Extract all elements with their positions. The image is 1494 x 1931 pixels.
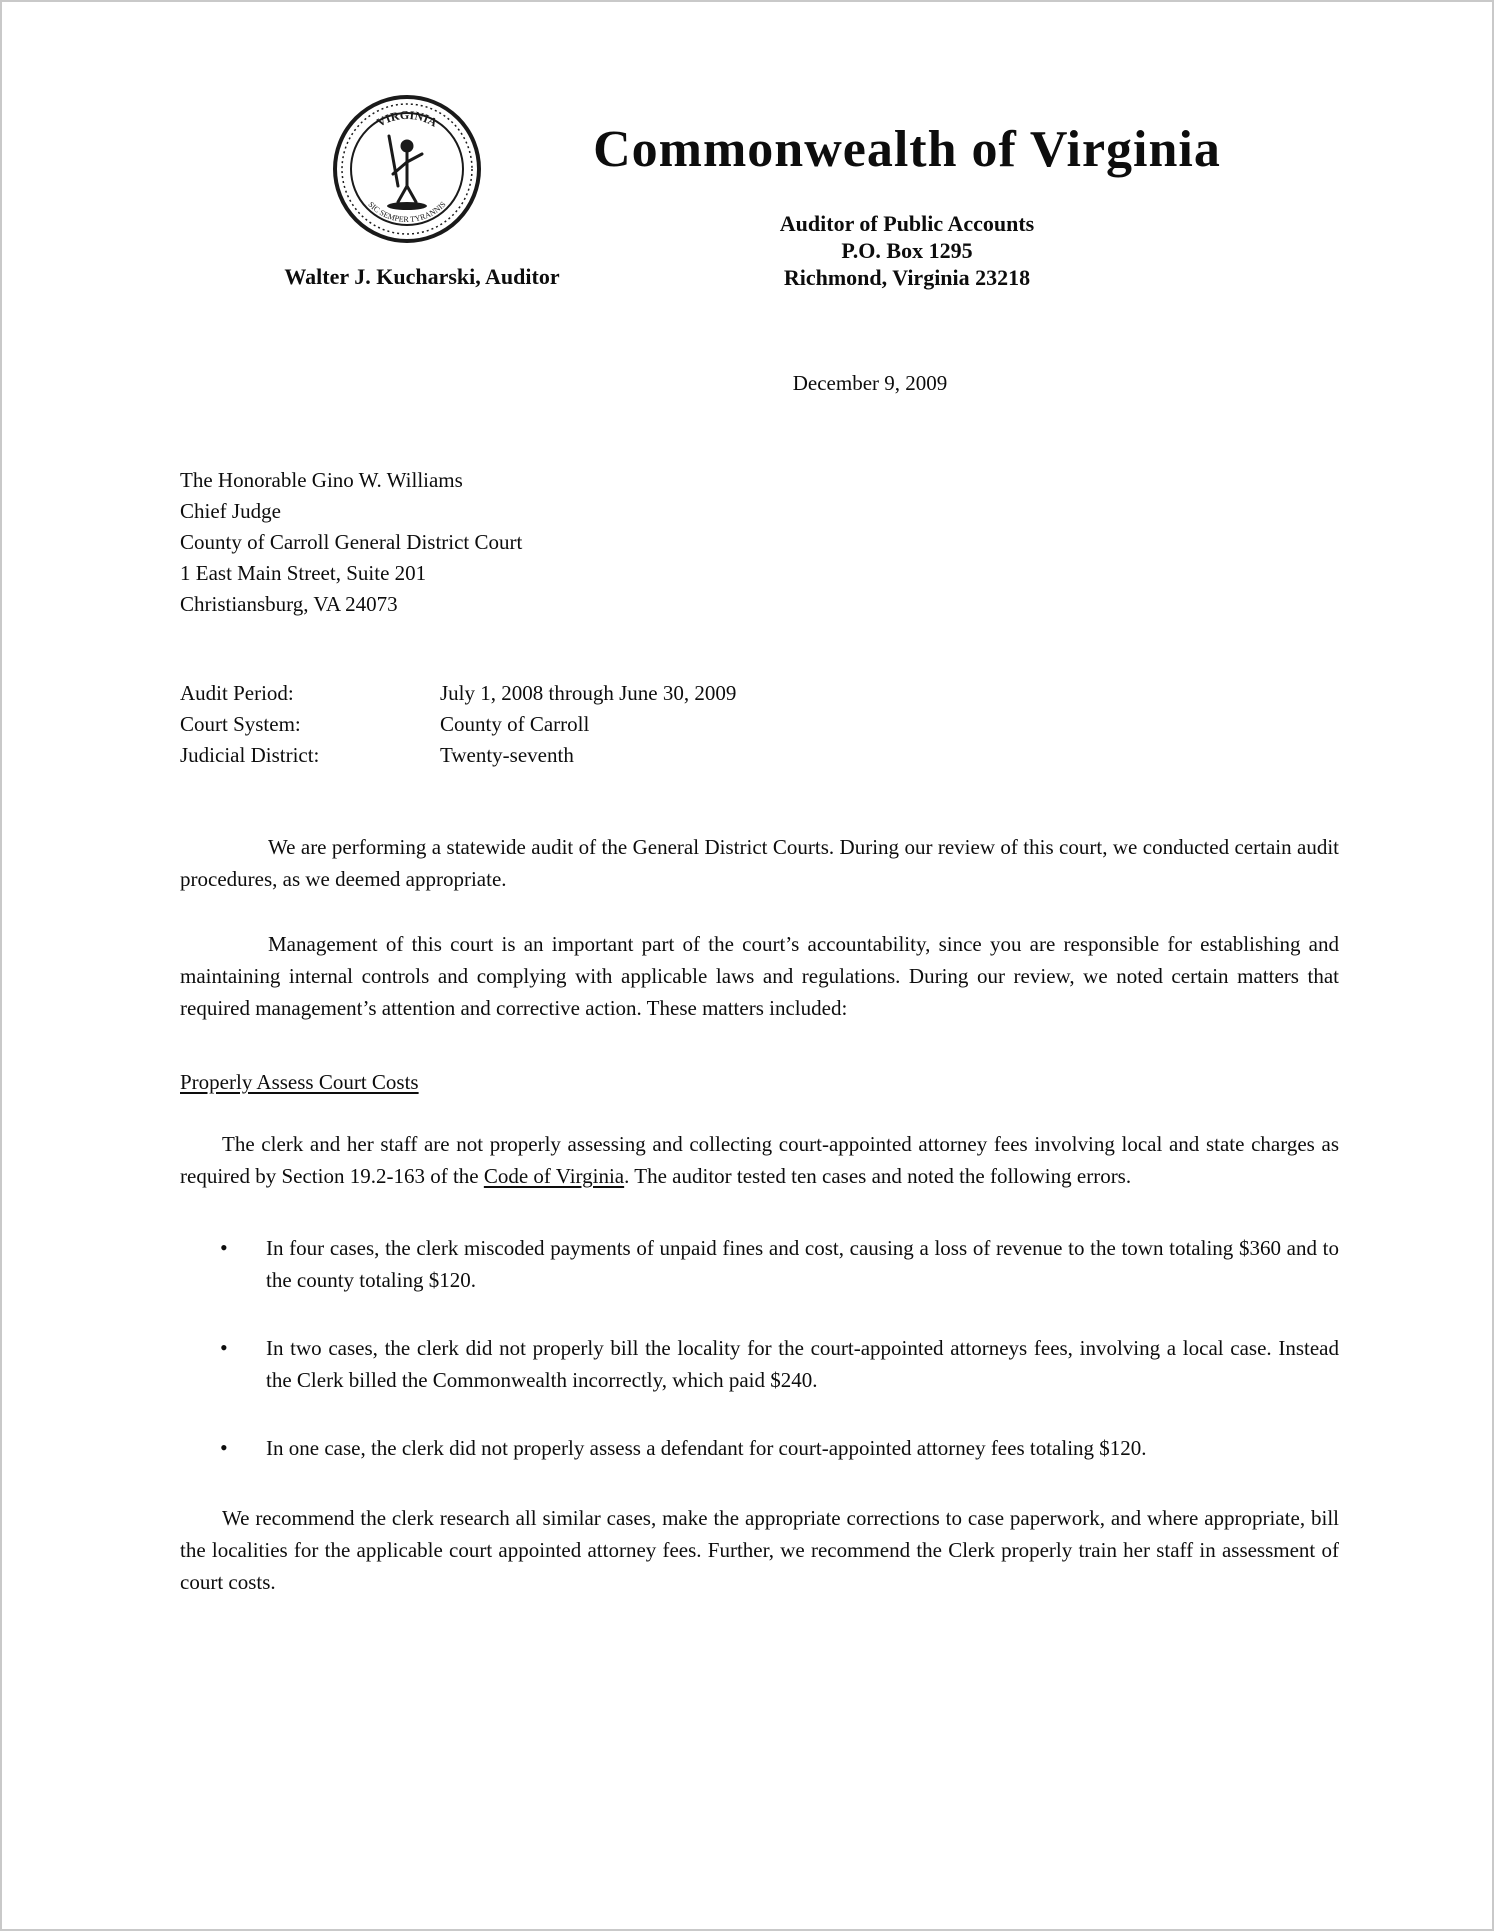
recipient-line: 1 East Main Street, Suite 201 xyxy=(180,561,427,585)
finding-bullet-item: • In one case, the clerk did not properly assess a defendant for court-appointed attorney fees totaling $120. xyxy=(220,1432,1339,1464)
audit-info-value: County of Carroll xyxy=(440,712,590,736)
finding-bullet-item: • In two cases, the clerk did not properly bill the locality for the court-appointed attorneys fees, involving a local case. Instead the Clerk billed the Commonwealth incorrectly, which paid $240. xyxy=(220,1332,1339,1396)
findings-list xyxy=(220,1232,1339,1464)
agency-po-box: P.O. Box 1295 xyxy=(841,238,973,263)
audit-info-row xyxy=(180,678,1339,709)
letterhead xyxy=(2,2,1492,317)
audit-info-row xyxy=(180,740,1339,771)
paragraph-opening: We are performing a statewide audit of the General District Courts. During our review of this court, we conducted certain audit procedures, as we deemed appropriate. xyxy=(180,835,1339,891)
audit-info-label: Audit Period: xyxy=(180,681,294,705)
recipient-line: Chief Judge xyxy=(180,499,281,523)
code-of-virginia-reference: Code of Virginia xyxy=(483,1164,625,1188)
paragraph-management: Management of this court is an important part of the court’s accountability, since you are responsible for establishing and maintaining internal controls and complying with applicable laws and regulations. During our review, we noted certain matters that required management’s attention and corrective action. These matters included: xyxy=(180,932,1339,1020)
virginia-state-seal-icon xyxy=(332,94,482,244)
agency-address-block xyxy=(557,210,1257,291)
finding-text-part2: . The auditor tested ten cases and noted the following errors. xyxy=(624,1164,1132,1188)
paragraph-finding xyxy=(180,1128,1339,1192)
letter-date: December 9, 2009 xyxy=(792,371,948,395)
section-heading: Properly Assess Court Costs xyxy=(180,1070,419,1094)
recipient-line: County of Carroll General District Court xyxy=(180,530,523,554)
recipient-line: The Honorable Gino W. Williams xyxy=(180,468,463,492)
auditor-name: Walter J. Kucharski, Auditor xyxy=(284,264,560,289)
paragraph-recommendation: We recommend the clerk research all similar cases, make the appropriate corrections to case paperwork, and where appropriate, bill the localities for the applicable court appointed attorney fees. Further, we recommend the Clerk properly train her staff in assessment of court costs. xyxy=(180,1506,1339,1594)
letter-content xyxy=(180,367,1339,1598)
audit-info-label: Judicial District: xyxy=(180,743,320,767)
audit-info-value: Twenty-seventh xyxy=(440,743,574,767)
finding-bullet-item: • In four cases, the clerk miscoded payments of unpaid fines and cost, causing a loss of revenue to the town totaling $360 and to the county totaling $120. xyxy=(220,1232,1339,1296)
audit-info-value: July 1, 2008 through June 30, 2009 xyxy=(440,681,737,705)
agency-name: Auditor of Public Accounts xyxy=(779,211,1035,236)
recipient-address xyxy=(180,465,1339,620)
audit-info-label: Court System: xyxy=(180,712,301,736)
masthead-title: Commonwealth of Virginia xyxy=(593,121,1221,178)
audit-info-row xyxy=(180,709,1339,740)
finding-text-part1: The clerk and her staff are not properly assessing and collecting court-appointed attorney fees involving local and state charges as required by Section 19.2-163 of the xyxy=(180,1132,1339,1188)
audit-info-table xyxy=(180,678,1339,771)
recipient-line: Christiansburg, VA 24073 xyxy=(180,592,398,616)
svg-text:VIRGINIA: VIRGINIA xyxy=(374,107,440,130)
agency-city: Richmond, Virginia 23218 xyxy=(783,265,1031,290)
svg-text:SIC SEMPER TYRANNIS: SIC SEMPER TYRANNIS xyxy=(366,199,448,225)
